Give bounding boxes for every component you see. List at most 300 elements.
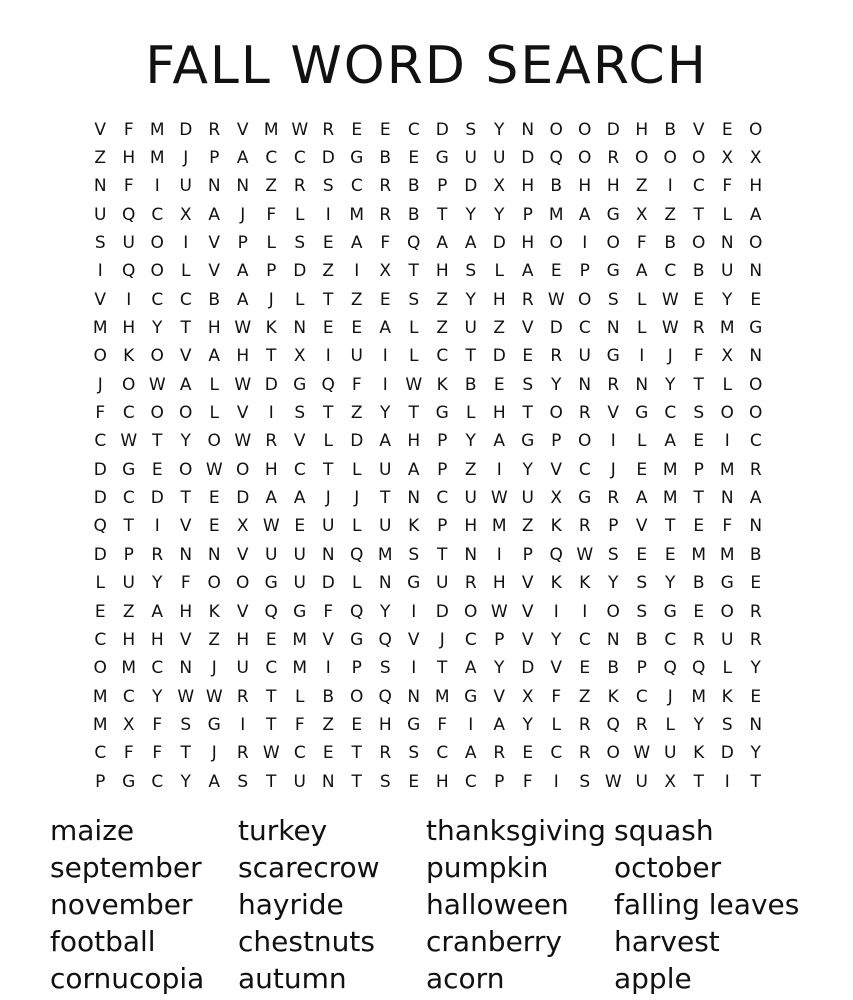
- grid-letter[interactable]: F: [123, 119, 134, 140]
- grid-letter[interactable]: J: [211, 743, 217, 764]
- grid-letter[interactable]: M: [434, 686, 450, 707]
- grid-letter[interactable]: Z: [578, 686, 591, 707]
- grid-letter[interactable]: C: [436, 743, 449, 764]
- grid-letter[interactable]: Q: [350, 544, 364, 565]
- grid-letter[interactable]: I: [382, 346, 388, 367]
- grid-letter[interactable]: M: [149, 148, 165, 169]
- grid-letter[interactable]: G: [207, 714, 221, 735]
- grid-letter[interactable]: L: [409, 318, 419, 339]
- grid-letter[interactable]: M: [719, 318, 735, 339]
- grid-letter[interactable]: C: [122, 403, 135, 424]
- grid-letter[interactable]: F: [180, 573, 191, 594]
- grid-letter[interactable]: O: [749, 403, 763, 424]
- grid-letter[interactable]: R: [607, 148, 620, 169]
- grid-letter[interactable]: O: [749, 374, 763, 395]
- grid-letter[interactable]: E: [351, 714, 363, 735]
- grid-letter[interactable]: U: [236, 658, 249, 679]
- grid-letter[interactable]: J: [354, 488, 360, 509]
- grid-letter[interactable]: T: [380, 488, 391, 509]
- grid-letter[interactable]: C: [122, 686, 135, 707]
- grid-letter[interactable]: X: [179, 204, 192, 225]
- grid-letter[interactable]: K: [607, 686, 619, 707]
- grid-letter[interactable]: I: [724, 771, 730, 792]
- grid-letter[interactable]: D: [464, 176, 478, 197]
- grid-letter[interactable]: I: [553, 771, 559, 792]
- grid-letter[interactable]: H: [122, 629, 136, 650]
- grid-letter[interactable]: M: [349, 204, 365, 225]
- grid-letter[interactable]: X: [721, 148, 734, 169]
- grid-letter[interactable]: R: [521, 289, 534, 310]
- grid-letter[interactable]: C: [122, 488, 135, 509]
- grid-letter[interactable]: W: [633, 743, 651, 764]
- grid-letter[interactable]: S: [636, 573, 648, 594]
- grid-letter[interactable]: D: [549, 318, 563, 339]
- grid-letter[interactable]: I: [325, 204, 331, 225]
- grid-letter[interactable]: S: [693, 403, 705, 424]
- grid-letter[interactable]: O: [663, 148, 677, 169]
- grid-letter[interactable]: J: [667, 346, 673, 367]
- grid-letter[interactable]: A: [635, 261, 648, 282]
- grid-letter[interactable]: T: [522, 403, 533, 424]
- grid-letter[interactable]: I: [97, 261, 103, 282]
- grid-letter[interactable]: V: [208, 261, 221, 282]
- grid-letter[interactable]: U: [664, 743, 677, 764]
- grid-letter[interactable]: C: [749, 431, 762, 452]
- grid-letter[interactable]: E: [721, 119, 733, 140]
- grid-letter[interactable]: H: [122, 148, 136, 169]
- grid-letter[interactable]: E: [522, 346, 534, 367]
- grid-letter[interactable]: C: [464, 771, 477, 792]
- grid-letter[interactable]: X: [664, 771, 677, 792]
- grid-letter[interactable]: F: [323, 601, 334, 622]
- grid-letter[interactable]: R: [379, 204, 392, 225]
- grid-letter[interactable]: B: [407, 204, 420, 225]
- grid-letter[interactable]: W: [604, 771, 622, 792]
- grid-letter[interactable]: U: [322, 516, 335, 537]
- grid-letter[interactable]: A: [236, 289, 249, 310]
- grid-letter[interactable]: L: [409, 346, 419, 367]
- grid-letter[interactable]: M: [491, 516, 507, 537]
- grid-letter[interactable]: C: [94, 431, 107, 452]
- grid-letter[interactable]: I: [240, 714, 246, 735]
- grid-letter[interactable]: W: [120, 431, 138, 452]
- grid-letter[interactable]: P: [237, 233, 248, 254]
- grid-letter[interactable]: M: [121, 658, 137, 679]
- grid-letter[interactable]: O: [749, 119, 763, 140]
- grid-letter[interactable]: L: [637, 318, 647, 339]
- grid-letter[interactable]: U: [293, 771, 306, 792]
- grid-letter[interactable]: Z: [265, 176, 278, 197]
- grid-letter[interactable]: A: [493, 714, 506, 735]
- grid-letter[interactable]: T: [408, 261, 419, 282]
- grid-letter[interactable]: W: [405, 374, 423, 395]
- grid-letter[interactable]: O: [179, 403, 193, 424]
- grid-letter[interactable]: A: [236, 148, 249, 169]
- grid-letter[interactable]: R: [749, 629, 762, 650]
- grid-letter[interactable]: X: [122, 714, 135, 735]
- grid-letter[interactable]: S: [237, 771, 249, 792]
- grid-letter[interactable]: E: [322, 743, 334, 764]
- grid-letter[interactable]: E: [693, 601, 705, 622]
- grid-letter[interactable]: W: [490, 488, 508, 509]
- grid-letter[interactable]: Y: [465, 204, 476, 225]
- grid-letter[interactable]: C: [664, 403, 677, 424]
- grid-letter[interactable]: Y: [693, 714, 704, 735]
- grid-letter[interactable]: O: [606, 233, 620, 254]
- grid-letter[interactable]: U: [464, 488, 477, 509]
- grid-letter[interactable]: C: [265, 658, 278, 679]
- grid-letter[interactable]: B: [635, 629, 648, 650]
- grid-letter[interactable]: O: [236, 573, 250, 594]
- grid-letter[interactable]: Q: [350, 601, 364, 622]
- grid-letter[interactable]: C: [407, 119, 420, 140]
- grid-letter[interactable]: M: [662, 488, 678, 509]
- grid-letter[interactable]: C: [464, 629, 477, 650]
- grid-letter[interactable]: O: [720, 601, 734, 622]
- grid-letter[interactable]: S: [408, 544, 420, 565]
- grid-letter[interactable]: A: [578, 204, 591, 225]
- grid-letter[interactable]: O: [749, 233, 763, 254]
- grid-letter[interactable]: D: [521, 658, 535, 679]
- grid-letter[interactable]: T: [465, 346, 476, 367]
- grid-letter[interactable]: G: [578, 488, 592, 509]
- grid-letter[interactable]: N: [578, 374, 592, 395]
- grid-letter[interactable]: V: [236, 119, 249, 140]
- grid-letter[interactable]: F: [123, 176, 134, 197]
- grid-letter[interactable]: L: [494, 261, 504, 282]
- grid-letter[interactable]: J: [610, 459, 616, 480]
- grid-letter[interactable]: P: [437, 176, 448, 197]
- grid-letter[interactable]: D: [321, 148, 335, 169]
- grid-letter[interactable]: G: [293, 601, 307, 622]
- grid-letter[interactable]: S: [607, 544, 619, 565]
- grid-letter[interactable]: R: [578, 516, 591, 537]
- grid-letter[interactable]: X: [721, 346, 734, 367]
- grid-letter[interactable]: B: [208, 289, 221, 310]
- grid-letter[interactable]: S: [94, 233, 106, 254]
- grid-letter[interactable]: N: [293, 318, 307, 339]
- grid-letter[interactable]: G: [407, 714, 421, 735]
- grid-letter[interactable]: X: [635, 204, 648, 225]
- grid-letter[interactable]: L: [295, 204, 305, 225]
- grid-letter[interactable]: Q: [321, 374, 335, 395]
- grid-letter[interactable]: R: [322, 119, 335, 140]
- grid-letter[interactable]: B: [464, 374, 477, 395]
- grid-letter[interactable]: O: [150, 261, 164, 282]
- grid-letter[interactable]: E: [750, 289, 762, 310]
- grid-letter[interactable]: X: [293, 346, 306, 367]
- grid-letter[interactable]: Y: [522, 459, 533, 480]
- grid-letter[interactable]: W: [234, 318, 252, 339]
- grid-letter[interactable]: U: [265, 544, 278, 565]
- grid-letter[interactable]: F: [380, 233, 391, 254]
- grid-letter[interactable]: T: [437, 544, 448, 565]
- grid-letter[interactable]: P: [437, 516, 448, 537]
- grid-letter[interactable]: X: [236, 516, 249, 537]
- grid-letter[interactable]: N: [321, 544, 335, 565]
- grid-letter[interactable]: A: [493, 431, 506, 452]
- grid-letter[interactable]: U: [436, 573, 449, 594]
- grid-letter[interactable]: I: [411, 601, 417, 622]
- grid-letter[interactable]: L: [181, 261, 191, 282]
- grid-letter[interactable]: U: [293, 573, 306, 594]
- grid-letter[interactable]: T: [152, 431, 163, 452]
- grid-letter[interactable]: P: [522, 204, 533, 225]
- grid-letter[interactable]: S: [465, 119, 477, 140]
- grid-letter[interactable]: H: [236, 346, 250, 367]
- grid-letter[interactable]: M: [92, 686, 108, 707]
- grid-letter[interactable]: I: [724, 431, 730, 452]
- grid-letter[interactable]: E: [750, 686, 762, 707]
- grid-letter[interactable]: S: [180, 714, 192, 735]
- grid-letter[interactable]: P: [693, 459, 704, 480]
- grid-letter[interactable]: E: [693, 516, 705, 537]
- grid-letter[interactable]: E: [408, 148, 420, 169]
- grid-letter[interactable]: T: [437, 204, 448, 225]
- grid-letter[interactable]: C: [94, 743, 107, 764]
- grid-letter[interactable]: A: [208, 771, 221, 792]
- grid-letter[interactable]: Y: [750, 743, 761, 764]
- grid-letter[interactable]: G: [350, 148, 364, 169]
- grid-letter[interactable]: I: [268, 403, 274, 424]
- grid-letter[interactable]: H: [264, 459, 278, 480]
- grid-letter[interactable]: N: [720, 233, 734, 254]
- grid-letter[interactable]: E: [351, 119, 363, 140]
- grid-letter[interactable]: N: [606, 629, 620, 650]
- grid-letter[interactable]: B: [692, 573, 705, 594]
- grid-letter[interactable]: R: [578, 743, 591, 764]
- grid-letter[interactable]: R: [293, 176, 306, 197]
- grid-letter[interactable]: F: [95, 403, 106, 424]
- grid-letter[interactable]: O: [720, 403, 734, 424]
- grid-letter[interactable]: W: [262, 516, 280, 537]
- grid-letter[interactable]: C: [293, 148, 306, 169]
- grid-letter[interactable]: I: [183, 233, 189, 254]
- grid-letter[interactable]: X: [749, 148, 762, 169]
- grid-letter[interactable]: T: [351, 743, 362, 764]
- grid-letter[interactable]: Q: [692, 658, 706, 679]
- grid-letter[interactable]: E: [294, 516, 306, 537]
- grid-letter[interactable]: U: [464, 318, 477, 339]
- grid-letter[interactable]: Y: [722, 289, 733, 310]
- grid-letter[interactable]: G: [350, 629, 364, 650]
- grid-letter[interactable]: U: [635, 771, 648, 792]
- grid-letter[interactable]: H: [435, 261, 449, 282]
- grid-letter[interactable]: U: [379, 459, 392, 480]
- grid-letter[interactable]: S: [408, 743, 420, 764]
- grid-letter[interactable]: N: [179, 658, 193, 679]
- grid-letter[interactable]: G: [521, 431, 535, 452]
- grid-letter[interactable]: Y: [152, 686, 163, 707]
- grid-letter[interactable]: A: [407, 459, 420, 480]
- grid-letter[interactable]: O: [549, 119, 563, 140]
- grid-letter[interactable]: U: [122, 573, 135, 594]
- grid-letter[interactable]: K: [550, 516, 562, 537]
- grid-letter[interactable]: I: [354, 261, 360, 282]
- grid-letter[interactable]: B: [407, 176, 420, 197]
- grid-letter[interactable]: O: [578, 148, 592, 169]
- grid-letter[interactable]: M: [263, 119, 279, 140]
- grid-letter[interactable]: D: [435, 119, 449, 140]
- grid-letter[interactable]: T: [323, 403, 334, 424]
- grid-letter[interactable]: O: [150, 403, 164, 424]
- grid-letter[interactable]: G: [293, 374, 307, 395]
- grid-letter[interactable]: T: [266, 686, 277, 707]
- grid-letter[interactable]: L: [209, 403, 219, 424]
- grid-letter[interactable]: I: [325, 346, 331, 367]
- grid-letter[interactable]: N: [179, 544, 193, 565]
- grid-letter[interactable]: T: [266, 714, 277, 735]
- grid-letter[interactable]: R: [236, 743, 249, 764]
- grid-letter[interactable]: M: [92, 318, 108, 339]
- grid-letter[interactable]: R: [578, 714, 591, 735]
- grid-letter[interactable]: Q: [606, 714, 620, 735]
- grid-letter[interactable]: D: [492, 346, 506, 367]
- grid-letter[interactable]: U: [122, 233, 135, 254]
- grid-letter[interactable]: D: [93, 488, 107, 509]
- grid-letter[interactable]: U: [179, 176, 192, 197]
- grid-letter[interactable]: T: [437, 658, 448, 679]
- grid-letter[interactable]: E: [636, 459, 648, 480]
- grid-letter[interactable]: I: [154, 176, 160, 197]
- grid-letter[interactable]: O: [692, 148, 706, 169]
- grid-letter[interactable]: C: [550, 743, 563, 764]
- grid-letter[interactable]: B: [664, 233, 677, 254]
- grid-letter[interactable]: T: [323, 459, 334, 480]
- grid-letter[interactable]: Y: [380, 601, 391, 622]
- grid-letter[interactable]: A: [749, 488, 762, 509]
- grid-letter[interactable]: P: [608, 516, 619, 537]
- grid-letter[interactable]: L: [295, 289, 305, 310]
- grid-letter[interactable]: R: [379, 743, 392, 764]
- grid-letter[interactable]: O: [549, 403, 563, 424]
- grid-letter[interactable]: D: [321, 573, 335, 594]
- grid-letter[interactable]: K: [550, 573, 562, 594]
- grid-letter[interactable]: G: [435, 403, 449, 424]
- grid-letter[interactable]: O: [150, 233, 164, 254]
- grid-letter[interactable]: X: [379, 261, 392, 282]
- grid-letter[interactable]: D: [521, 148, 535, 169]
- grid-letter[interactable]: C: [293, 743, 306, 764]
- grid-letter[interactable]: N: [207, 176, 221, 197]
- grid-letter[interactable]: C: [151, 771, 164, 792]
- grid-letter[interactable]: L: [722, 374, 732, 395]
- grid-letter[interactable]: I: [610, 431, 616, 452]
- grid-letter[interactable]: U: [721, 261, 734, 282]
- grid-letter[interactable]: L: [266, 233, 276, 254]
- grid-letter[interactable]: S: [636, 601, 648, 622]
- grid-letter[interactable]: R: [208, 119, 221, 140]
- grid-letter[interactable]: S: [579, 771, 591, 792]
- grid-letter[interactable]: G: [606, 204, 620, 225]
- grid-letter[interactable]: S: [721, 714, 733, 735]
- grid-letter[interactable]: F: [351, 374, 362, 395]
- grid-letter[interactable]: Y: [494, 658, 505, 679]
- grid-letter[interactable]: A: [208, 346, 221, 367]
- grid-letter[interactable]: L: [637, 289, 647, 310]
- grid-letter[interactable]: A: [151, 601, 164, 622]
- grid-letter[interactable]: T: [323, 289, 334, 310]
- grid-letter[interactable]: I: [667, 176, 673, 197]
- grid-letter[interactable]: M: [691, 686, 707, 707]
- grid-letter[interactable]: R: [749, 601, 762, 622]
- grid-letter[interactable]: W: [234, 431, 252, 452]
- grid-letter[interactable]: W: [205, 686, 223, 707]
- grid-letter[interactable]: P: [636, 658, 647, 679]
- grid-letter[interactable]: D: [264, 374, 278, 395]
- grid-letter[interactable]: U: [379, 516, 392, 537]
- grid-letter[interactable]: F: [522, 771, 533, 792]
- grid-letter[interactable]: Z: [322, 714, 335, 735]
- grid-letter[interactable]: M: [691, 544, 707, 565]
- grid-letter[interactable]: O: [122, 374, 136, 395]
- grid-letter[interactable]: R: [550, 346, 563, 367]
- grid-letter[interactable]: N: [749, 516, 763, 537]
- grid-letter[interactable]: V: [607, 403, 620, 424]
- grid-letter[interactable]: D: [606, 119, 620, 140]
- grid-letter[interactable]: Q: [122, 204, 136, 225]
- grid-letter[interactable]: G: [435, 148, 449, 169]
- grid-letter[interactable]: A: [293, 488, 306, 509]
- grid-letter[interactable]: K: [436, 374, 448, 395]
- grid-letter[interactable]: L: [352, 573, 362, 594]
- grid-letter[interactable]: S: [379, 658, 391, 679]
- grid-letter[interactable]: W: [291, 119, 309, 140]
- grid-letter[interactable]: I: [496, 544, 502, 565]
- grid-letter[interactable]: G: [635, 403, 649, 424]
- grid-letter[interactable]: B: [379, 148, 392, 169]
- grid-letter[interactable]: N: [521, 119, 535, 140]
- grid-letter[interactable]: L: [637, 431, 647, 452]
- grid-letter[interactable]: E: [151, 459, 163, 480]
- grid-letter[interactable]: Q: [549, 544, 563, 565]
- grid-letter[interactable]: C: [578, 459, 591, 480]
- grid-letter[interactable]: V: [692, 119, 705, 140]
- grid-letter[interactable]: F: [266, 204, 277, 225]
- grid-letter[interactable]: H: [179, 601, 193, 622]
- grid-letter[interactable]: N: [207, 544, 221, 565]
- grid-letter[interactable]: W: [661, 289, 679, 310]
- grid-letter[interactable]: A: [236, 261, 249, 282]
- grid-letter[interactable]: H: [435, 771, 449, 792]
- grid-letter[interactable]: I: [582, 601, 588, 622]
- grid-letter[interactable]: M: [92, 714, 108, 735]
- grid-letter[interactable]: Y: [180, 431, 191, 452]
- grid-letter[interactable]: A: [635, 488, 648, 509]
- grid-letter[interactable]: F: [294, 714, 305, 735]
- grid-letter[interactable]: A: [179, 374, 192, 395]
- grid-letter[interactable]: N: [749, 346, 763, 367]
- grid-letter[interactable]: S: [607, 289, 619, 310]
- grid-letter[interactable]: H: [492, 573, 506, 594]
- grid-letter[interactable]: J: [667, 686, 673, 707]
- grid-letter[interactable]: Q: [663, 658, 677, 679]
- grid-letter[interactable]: E: [408, 771, 420, 792]
- grid-letter[interactable]: E: [94, 601, 106, 622]
- grid-letter[interactable]: E: [265, 629, 277, 650]
- grid-letter[interactable]: I: [411, 658, 417, 679]
- grid-letter[interactable]: Y: [494, 204, 505, 225]
- grid-letter[interactable]: T: [266, 346, 277, 367]
- grid-letter[interactable]: W: [262, 743, 280, 764]
- grid-letter[interactable]: K: [123, 346, 135, 367]
- grid-letter[interactable]: W: [148, 374, 166, 395]
- grid-letter[interactable]: Y: [551, 374, 562, 395]
- grid-letter[interactable]: Z: [322, 261, 335, 282]
- grid-letter[interactable]: T: [408, 403, 419, 424]
- grid-letter[interactable]: N: [407, 686, 421, 707]
- grid-letter[interactable]: B: [550, 176, 563, 197]
